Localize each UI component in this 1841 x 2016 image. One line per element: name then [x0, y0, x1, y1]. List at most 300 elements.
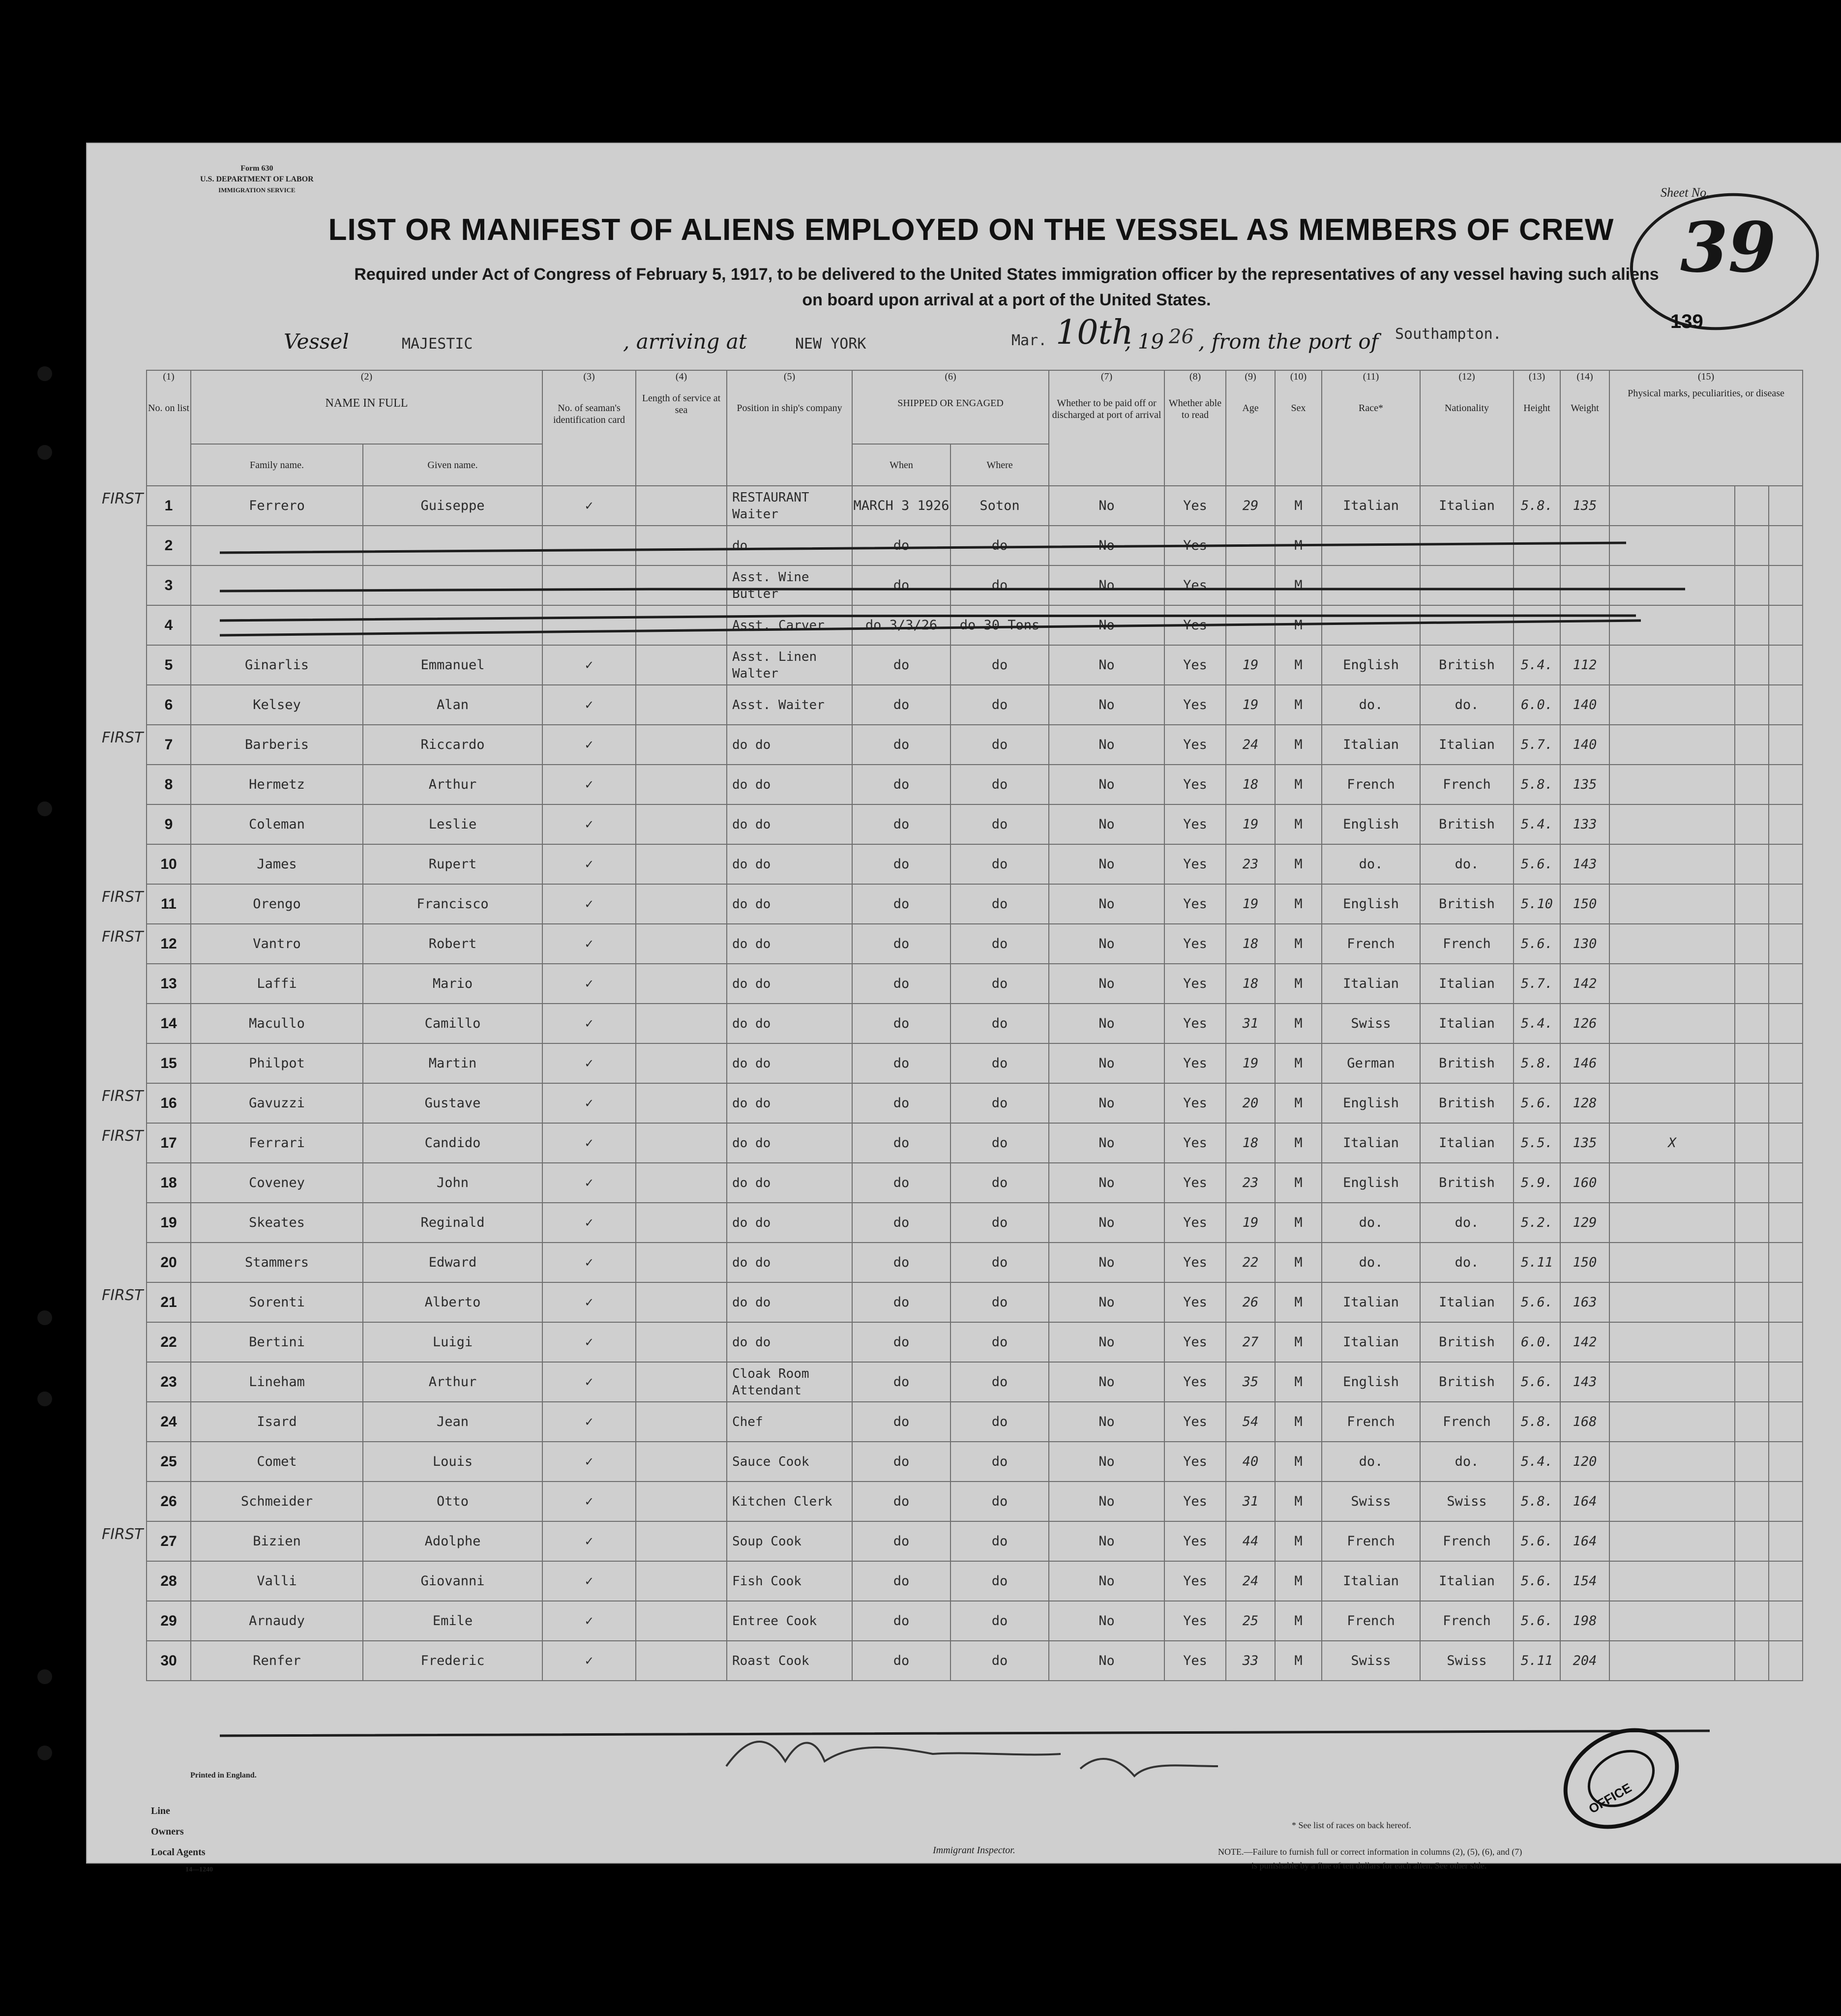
- nationality-cell: [1420, 526, 1514, 565]
- marks-cell-extra: [1735, 964, 1769, 1004]
- race-cell: English: [1322, 1163, 1420, 1203]
- check-mark-cell: [542, 565, 636, 605]
- position-cell: Asst. Wine Butler: [727, 565, 852, 605]
- marks-cell-extra: [1735, 884, 1769, 924]
- check-mark-icon: ✓: [585, 1374, 594, 1390]
- marks-cell-extra: [1735, 1203, 1769, 1243]
- marks-cell-extra: [1735, 1322, 1769, 1362]
- paid-off-cell: No: [1049, 526, 1164, 565]
- marks-cell-extra: [1735, 1123, 1769, 1163]
- height-cell: 5.8.: [1514, 1482, 1560, 1521]
- age-cell: 40: [1226, 1442, 1275, 1482]
- age-cell: 18: [1226, 1123, 1275, 1163]
- marks-cell-extra: [1769, 565, 1803, 605]
- given-name-cell: Camillo: [363, 1004, 542, 1043]
- shipped-where-cell: do: [950, 1243, 1049, 1282]
- col-read-header: (8) Whether able to read: [1164, 370, 1226, 486]
- shipped-where-cell: Soton: [950, 486, 1049, 526]
- shipped-when-cell: do: [852, 725, 950, 765]
- shipped-where-cell: do 30 Tons: [950, 605, 1049, 645]
- marks-cell-extra: [1735, 1163, 1769, 1203]
- table-row: [147, 1601, 1803, 1641]
- marks-cell-extra: [1735, 685, 1769, 725]
- service-length-cell: [636, 1561, 727, 1601]
- position-cell: Soup Cook: [727, 1521, 852, 1561]
- punch-hole: [37, 1310, 52, 1325]
- marks-cell-extra: [1769, 1641, 1803, 1681]
- position-cell: Entree Cook: [727, 1601, 852, 1641]
- paid-off-cell: No: [1049, 1282, 1164, 1322]
- row-number: 11: [147, 884, 191, 924]
- row-number: 29: [147, 1601, 191, 1641]
- marks-cell-extra: [1769, 1561, 1803, 1601]
- punch-hole: [37, 1392, 52, 1406]
- shipped-when-cell: do: [852, 1243, 950, 1282]
- given-name-cell: Frederic: [363, 1641, 542, 1681]
- given-name-cell: Francisco: [363, 884, 542, 924]
- family-name-cell: Laffi: [191, 964, 363, 1004]
- age-cell: 19: [1226, 645, 1275, 685]
- check-mark-icon: ✓: [585, 816, 594, 832]
- family-name-cell: Sorenti: [191, 1282, 363, 1322]
- shipped-when-cell: do: [852, 685, 950, 725]
- position-cell: do do: [727, 1322, 852, 1362]
- table-row: [147, 964, 1803, 1004]
- row-number: 13: [147, 964, 191, 1004]
- marks-cell: [1609, 565, 1735, 605]
- marks-cell-extra: [1769, 804, 1803, 844]
- marks-cell-extra: [1735, 1601, 1769, 1641]
- shipped-when-cell: do: [852, 765, 950, 804]
- shipped-where-cell: do: [950, 844, 1049, 884]
- marks-cell: [1609, 725, 1735, 765]
- marks-cell-extra: [1735, 1083, 1769, 1123]
- given-name-cell: Arthur: [363, 1362, 542, 1402]
- able-to-read-cell: Yes: [1164, 685, 1226, 725]
- sex-cell: M: [1275, 526, 1322, 565]
- age-cell: 54: [1226, 1402, 1275, 1442]
- height-cell: 5.8.: [1514, 1402, 1560, 1442]
- shipped-when-cell: do: [852, 1442, 950, 1482]
- shipped-where-cell: do: [950, 725, 1049, 765]
- marks-cell-extra: [1735, 1521, 1769, 1561]
- family-name-cell: Ferrari: [191, 1123, 363, 1163]
- sex-cell: M: [1275, 1243, 1322, 1282]
- sex-cell: M: [1275, 1561, 1322, 1601]
- check-mark-cell: [542, 486, 636, 526]
- row-number: 30: [147, 1641, 191, 1681]
- shipped-when-cell: do: [852, 964, 950, 1004]
- punch-hole: [37, 801, 52, 816]
- paid-off-cell: No: [1049, 1123, 1164, 1163]
- sex-cell: M: [1275, 804, 1322, 844]
- race-cell: do.: [1322, 1442, 1420, 1482]
- marks-cell-extra: [1735, 844, 1769, 884]
- nationality-cell: do.: [1420, 1203, 1514, 1243]
- marks-cell-extra: [1735, 1004, 1769, 1043]
- row-number: 18: [147, 1163, 191, 1203]
- marks-cell: [1609, 964, 1735, 1004]
- page-number: 139: [1670, 311, 1703, 332]
- check-mark-cell: [542, 526, 636, 565]
- col-sex-header: (10) Sex: [1275, 370, 1322, 486]
- able-to-read-cell: Yes: [1164, 605, 1226, 645]
- fine-note-line-2: is punishable by a fine of ten dollars for each alien. See other side.: [1251, 1861, 1487, 1870]
- age-cell: 24: [1226, 1561, 1275, 1601]
- family-name-cell: Bizien: [191, 1521, 363, 1561]
- age-cell: 23: [1226, 844, 1275, 884]
- shipped-when-cell: do: [852, 1601, 950, 1641]
- able-to-read-cell: Yes: [1164, 725, 1226, 765]
- shipped-when-cell: do: [852, 1402, 950, 1442]
- able-to-read-cell: Yes: [1164, 1163, 1226, 1203]
- service-length-cell: [636, 1043, 727, 1083]
- given-name-cell: Rupert: [363, 844, 542, 884]
- service-length-cell: [636, 1322, 727, 1362]
- height-cell: 5.6.: [1514, 924, 1560, 964]
- race-cell: Italian: [1322, 964, 1420, 1004]
- paid-off-cell: No: [1049, 725, 1164, 765]
- col-marks-header: (15) Physical marks, peculiarities, or disease: [1609, 370, 1803, 486]
- shipped-where-cell: do: [950, 1521, 1049, 1561]
- weight-cell: 204: [1560, 1641, 1609, 1681]
- check-mark-cell: [542, 605, 636, 645]
- shipped-when-cell: do: [852, 924, 950, 964]
- paid-off-cell: No: [1049, 1442, 1164, 1482]
- sex-cell: M: [1275, 964, 1322, 1004]
- arrival-day: 10th: [1056, 313, 1133, 352]
- race-cell: French: [1322, 1402, 1420, 1442]
- fine-note: [1218, 1845, 1522, 1872]
- family-name-cell: Hermetz: [191, 765, 363, 804]
- owners-label: Owners: [151, 1826, 184, 1837]
- given-name-cell: Arthur: [363, 765, 542, 804]
- sex-cell: M: [1275, 1641, 1322, 1681]
- marks-cell: [1609, 804, 1735, 844]
- able-to-read-cell: Yes: [1164, 1203, 1226, 1243]
- page-title: LIST OR MANIFEST OF ALIENS EMPLOYED ON THE VESSEL AS MEMBERS OF CREW: [328, 213, 1614, 247]
- row-number: 2: [147, 526, 191, 565]
- marks-cell-extra: [1769, 526, 1803, 565]
- height-cell: 5.4.: [1514, 1442, 1560, 1482]
- age-cell: 35: [1226, 1362, 1275, 1402]
- shipped-where-cell: do: [950, 1402, 1049, 1442]
- given-name-cell: [363, 565, 542, 605]
- form-header: [200, 163, 314, 196]
- shipped-when-cell: do: [852, 884, 950, 924]
- sex-cell: M: [1275, 1004, 1322, 1043]
- sex-cell: M: [1275, 1322, 1322, 1362]
- marks-cell-extra: [1735, 804, 1769, 844]
- sex-cell: M: [1275, 1083, 1322, 1123]
- race-cell: Italian: [1322, 1282, 1420, 1322]
- marks-cell-extra: [1735, 565, 1769, 605]
- punch-hole: [37, 1669, 52, 1684]
- age-cell: 22: [1226, 1243, 1275, 1282]
- height-cell: 5.6.: [1514, 844, 1560, 884]
- check-mark-cell: [542, 765, 636, 804]
- age-cell: 19: [1226, 1203, 1275, 1243]
- nationality-cell: British: [1420, 804, 1514, 844]
- weight-cell: [1560, 605, 1609, 645]
- family-name-cell: Vantro: [191, 924, 363, 964]
- check-mark-cell: [542, 1203, 636, 1243]
- marks-cell: [1609, 1442, 1735, 1482]
- race-cell: Italian: [1322, 1561, 1420, 1601]
- sex-cell: M: [1275, 685, 1322, 725]
- marks-cell-extra: [1769, 765, 1803, 804]
- service-length-cell: [636, 725, 727, 765]
- table-row: [147, 1123, 1803, 1163]
- age-cell: [1226, 565, 1275, 605]
- height-cell: 5.9.: [1514, 1163, 1560, 1203]
- row-number: 21: [147, 1282, 191, 1322]
- nationality-cell: [1420, 605, 1514, 645]
- shipped-where-cell: do: [950, 1083, 1049, 1123]
- shipped-when-cell: do: [852, 565, 950, 605]
- height-cell: 5.5.: [1514, 1123, 1560, 1163]
- check-mark-cell: [542, 1282, 636, 1322]
- race-cell: [1322, 605, 1420, 645]
- given-name-cell: Riccardo: [363, 725, 542, 765]
- sheet-number-circle: [87, 144, 1841, 365]
- sex-cell: M: [1275, 1442, 1322, 1482]
- row-number: 17: [147, 1123, 191, 1163]
- shipped-when-cell: do: [852, 645, 950, 685]
- position-cell: do do: [727, 765, 852, 804]
- row-number: 23: [147, 1362, 191, 1402]
- row-number: 7: [147, 725, 191, 765]
- position-cell: Asst. Carver: [727, 605, 852, 645]
- age-cell: 18: [1226, 964, 1275, 1004]
- family-name-cell: Orengo: [191, 884, 363, 924]
- marks-cell: [1609, 486, 1735, 526]
- service-length-cell: [636, 1203, 727, 1243]
- able-to-read-cell: Yes: [1164, 1243, 1226, 1282]
- height-cell: 5.10: [1514, 884, 1560, 924]
- shipped-where-cell: do: [950, 964, 1049, 1004]
- shipped-where-cell: do: [950, 1601, 1049, 1641]
- marks-cell-extra: [1769, 605, 1803, 645]
- table-row: [147, 765, 1803, 804]
- shipped-where-cell: do: [950, 565, 1049, 605]
- nationality-cell: Italian: [1420, 725, 1514, 765]
- family-name-cell: Arnaudy: [191, 1601, 363, 1641]
- nationality-cell: British: [1420, 1362, 1514, 1402]
- marks-cell-extra: [1769, 844, 1803, 884]
- shipped-when-cell: do: [852, 804, 950, 844]
- paid-off-cell: No: [1049, 1004, 1164, 1043]
- weight-cell: 146: [1560, 1043, 1609, 1083]
- service-length-cell: [636, 645, 727, 685]
- family-name-cell: Valli: [191, 1561, 363, 1601]
- col-card-header: (3) No. of seaman's identification card: [542, 370, 636, 486]
- service-length-cell: [636, 1083, 727, 1123]
- family-name-cell: Schmeider: [191, 1482, 363, 1521]
- row-number: 28: [147, 1561, 191, 1601]
- marks-cell-extra: [1735, 725, 1769, 765]
- family-name-cell: [191, 565, 363, 605]
- shipped-where-cell: do: [950, 1163, 1049, 1203]
- marks-cell: [1609, 1322, 1735, 1362]
- check-mark-icon: ✓: [585, 1453, 594, 1469]
- position-cell: do do: [727, 1004, 852, 1043]
- race-cell: French: [1322, 1601, 1420, 1641]
- marks-cell-extra: [1735, 1043, 1769, 1083]
- given-name-cell: Alberto: [363, 1282, 542, 1322]
- punch-hole: [37, 445, 52, 460]
- shipped-where-cell: do: [950, 685, 1049, 725]
- shipped-when-cell: do: [852, 1043, 950, 1083]
- sex-cell: M: [1275, 884, 1322, 924]
- position-cell: RESTAURANT Waiter: [727, 486, 852, 526]
- weight-cell: 154: [1560, 1561, 1609, 1601]
- height-cell: 5.4.: [1514, 1004, 1560, 1043]
- marks-cell: [1609, 685, 1735, 725]
- shipped-where-cell: do: [950, 804, 1049, 844]
- paid-off-cell: No: [1049, 645, 1164, 685]
- nationality-cell: Italian: [1420, 486, 1514, 526]
- given-name-cell: Emmanuel: [363, 645, 542, 685]
- first-class-annotation: FIRST: [102, 1127, 144, 1145]
- sex-cell: M: [1275, 1043, 1322, 1083]
- able-to-read-cell: Yes: [1164, 1322, 1226, 1362]
- height-cell: 5.4.: [1514, 804, 1560, 844]
- weight-cell: 129: [1560, 1203, 1609, 1243]
- marks-cell-extra: [1769, 964, 1803, 1004]
- race-cell: English: [1322, 645, 1420, 685]
- check-mark-cell: [542, 804, 636, 844]
- given-name-cell: Guiseppe: [363, 486, 542, 526]
- stamp-text: OFFICE: [1586, 1780, 1634, 1816]
- check-mark-icon: ✓: [585, 697, 594, 712]
- marks-cell: [1609, 924, 1735, 964]
- shipped-where-cell: do: [950, 645, 1049, 685]
- able-to-read-cell: Yes: [1164, 526, 1226, 565]
- check-mark-cell: [542, 1482, 636, 1521]
- age-cell: 31: [1226, 1482, 1275, 1521]
- sex-cell: M: [1275, 1123, 1322, 1163]
- shipped-when-cell: do: [852, 1004, 950, 1043]
- marks-cell: [1609, 1163, 1735, 1203]
- footer-labels: [151, 1801, 206, 1863]
- weight-cell: 168: [1560, 1402, 1609, 1442]
- position-cell: Fish Cook: [727, 1561, 852, 1601]
- given-name-cell: Mario: [363, 964, 542, 1004]
- marks-cell-extra: [1735, 526, 1769, 565]
- table-row: [147, 1561, 1803, 1601]
- shipped-when-cell: do: [852, 1641, 950, 1681]
- family-name-cell: Isard: [191, 1402, 363, 1442]
- marks-cell: [1609, 1203, 1735, 1243]
- position-cell: Chef: [727, 1402, 852, 1442]
- shipped-when-cell: do 3/3/26: [852, 605, 950, 645]
- height-cell: 5.8.: [1514, 1043, 1560, 1083]
- race-cell: English: [1322, 1083, 1420, 1123]
- service-length-cell: [636, 1123, 727, 1163]
- service-length-cell: [636, 1163, 727, 1203]
- marks-cell-extra: [1769, 1362, 1803, 1402]
- marks-cell: [1609, 1601, 1735, 1641]
- able-to-read-cell: Yes: [1164, 1083, 1226, 1123]
- marks-cell-extra: [1735, 1442, 1769, 1482]
- able-to-read-cell: Yes: [1164, 804, 1226, 844]
- table-row: [147, 1282, 1803, 1322]
- race-cell: Swiss: [1322, 1641, 1420, 1681]
- able-to-read-cell: Yes: [1164, 1442, 1226, 1482]
- paid-off-cell: No: [1049, 765, 1164, 804]
- sex-cell: M: [1275, 565, 1322, 605]
- able-to-read-cell: Yes: [1164, 924, 1226, 964]
- position-cell: Asst. Waiter: [727, 685, 852, 725]
- first-class-annotation: FIRST: [102, 1088, 144, 1105]
- paid-off-cell: No: [1049, 1083, 1164, 1123]
- closing-line: [220, 1731, 1710, 1736]
- weight-cell: 120: [1560, 1442, 1609, 1482]
- check-mark-cell: [542, 844, 636, 884]
- marks-cell: [1609, 1083, 1735, 1123]
- family-name-cell: [191, 526, 363, 565]
- weight-cell: 142: [1560, 1322, 1609, 1362]
- col-paid-header: (7) Whether to be paid off or discharged at port of arrival: [1049, 370, 1164, 486]
- shipped-when-cell: do: [852, 1203, 950, 1243]
- position-cell: Roast Cook: [727, 1641, 852, 1681]
- race-cell: do.: [1322, 685, 1420, 725]
- check-mark-icon: ✓: [585, 498, 594, 513]
- check-mark-cell: [542, 685, 636, 725]
- age-cell: 19: [1226, 685, 1275, 725]
- check-mark-icon: ✓: [585, 1135, 594, 1151]
- row-number: 14: [147, 1004, 191, 1043]
- sex-cell: M: [1275, 1282, 1322, 1322]
- col-length-header: (4) Length of service at sea: [636, 370, 727, 486]
- nationality-cell: British: [1420, 1163, 1514, 1203]
- check-mark-icon: ✓: [585, 1613, 594, 1629]
- sex-cell: M: [1275, 1362, 1322, 1402]
- family-name-cell: Renfer: [191, 1641, 363, 1681]
- height-cell: 5.2.: [1514, 1203, 1560, 1243]
- shipped-when-cell: do: [852, 1362, 950, 1402]
- check-mark-cell: [542, 1083, 636, 1123]
- manifest-sheet: [86, 143, 1841, 1873]
- race-cell: do.: [1322, 1203, 1420, 1243]
- paid-off-cell: No: [1049, 1362, 1164, 1402]
- check-mark-cell: [542, 1601, 636, 1641]
- nationality-cell: do.: [1420, 1243, 1514, 1282]
- service-length-cell: [636, 1482, 727, 1521]
- age-cell: 29: [1226, 486, 1275, 526]
- position-cell: Kitchen Clerk: [727, 1482, 852, 1521]
- row-number: 3: [147, 565, 191, 605]
- age-cell: [1226, 605, 1275, 645]
- marks-cell-extra: [1735, 645, 1769, 685]
- nationality-cell: British: [1420, 1043, 1514, 1083]
- service-length-cell: [636, 685, 727, 725]
- sex-cell: M: [1275, 765, 1322, 804]
- col-name-header: (2) NAME IN FULL: [191, 370, 542, 444]
- marks-cell-extra: [1735, 1362, 1769, 1402]
- family-name-cell: James: [191, 844, 363, 884]
- table-row: [147, 685, 1803, 725]
- check-mark-cell: [542, 645, 636, 685]
- manifest-rows: [147, 486, 1803, 1681]
- sex-cell: M: [1275, 486, 1322, 526]
- row-number: 6: [147, 685, 191, 725]
- given-name-cell: Otto: [363, 1482, 542, 1521]
- check-mark-icon: ✓: [585, 1533, 594, 1549]
- marks-cell: [1609, 1282, 1735, 1322]
- age-cell: 27: [1226, 1322, 1275, 1362]
